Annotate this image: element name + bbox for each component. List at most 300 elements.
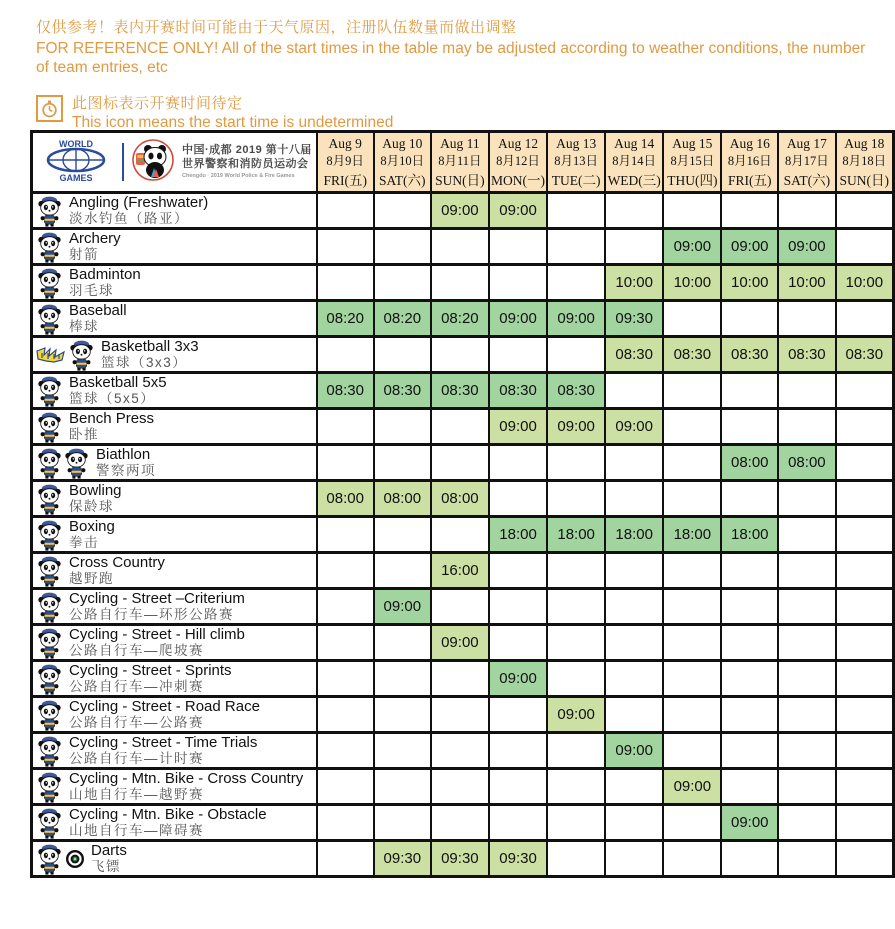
schedule-cell-aug-15: 09:00 (663, 229, 721, 265)
panda-mascot-icon (36, 590, 63, 623)
schedule-cell-aug-11: 16:00 (431, 553, 489, 589)
sport-row (32, 409, 894, 445)
schedule-cell-aug-9 (317, 697, 374, 733)
schedule-cell-aug-11: 09:00 (431, 625, 489, 661)
sport-name-zh: 卧推 (69, 427, 99, 443)
schedule-cell-aug-16 (721, 553, 778, 589)
schedule-cell-aug-16 (721, 373, 778, 409)
schedule-cell-aug-17 (778, 481, 835, 517)
sport-name-zh: 警察两项 (96, 463, 156, 479)
sport-row (32, 481, 894, 517)
wpfg-logo-word-bottom: GAMES (59, 172, 93, 183)
schedule-cell-aug-9 (317, 409, 374, 445)
panda-mascot-icon (36, 194, 63, 227)
schedule-cell-aug-14: 18:00 (605, 517, 663, 553)
schedule-cell-aug-9: 08:30 (317, 373, 374, 409)
schedule-cell-aug-14 (605, 589, 663, 625)
schedule-cell-aug-12: 09:00 (489, 661, 548, 697)
sport-name-cell (32, 697, 317, 733)
schedule-cell-aug-9 (317, 265, 374, 301)
schedule-cell-aug-12 (489, 769, 548, 805)
schedule-cell-aug-12: 09:30 (489, 841, 548, 877)
schedule-cell-aug-13 (547, 841, 605, 877)
schedule-cell-aug-9 (317, 553, 374, 589)
schedule-cell-aug-16 (721, 193, 778, 229)
undetermined-note-en: This icon means the start time is undetermined (72, 114, 394, 131)
schedule-cell-aug-14 (605, 445, 663, 481)
panda-mascot-icon (36, 230, 63, 263)
schedule-cell-aug-11 (431, 517, 489, 553)
schedule-cell-aug-13 (547, 481, 605, 517)
sport-name-en: Darts (91, 842, 127, 860)
schedule-cell-aug-9 (317, 589, 374, 625)
schedule-cell-aug-13: 09:00 (547, 697, 605, 733)
schedule-cell-aug-17: 10:00 (778, 265, 835, 301)
sport-name-cell (32, 553, 317, 589)
schedule-cell-aug-16 (721, 841, 778, 877)
panda-mascot-icon (63, 446, 90, 479)
schedule-cell-aug-16 (721, 625, 778, 661)
schedule-cell-aug-9 (317, 805, 374, 841)
schedule-cell-aug-14 (605, 769, 663, 805)
sport-row (32, 193, 894, 229)
schedule-cell-aug-10 (374, 193, 431, 229)
schedule-cell-aug-17 (778, 805, 835, 841)
sport-name-zh: 拳击 (69, 535, 99, 551)
schedule-cell-aug-15 (663, 481, 721, 517)
schedule-cell-aug-16: 08:00 (721, 445, 778, 481)
schedule-cell-aug-15: 18:00 (663, 517, 721, 553)
schedule-cell-aug-17 (778, 661, 835, 697)
schedule-table (30, 130, 895, 878)
schedule-cell-aug-14 (605, 625, 663, 661)
sport-name-en: Cycling - Mtn. Bike - Obstacle (69, 806, 267, 824)
sport-name-cell (32, 193, 317, 229)
sport-name-en: Basketball 5x5 (69, 374, 167, 392)
event-title-zh-line1: 中国·成都 2019 第十八届 (182, 144, 312, 157)
sport-name-cell (32, 265, 317, 301)
schedule-cell-aug-13: 09:00 (547, 409, 605, 445)
schedule-cell-aug-12: 18:00 (489, 517, 548, 553)
schedule-cell-aug-13 (547, 229, 605, 265)
date-header-aug-9: Aug 9 8月9日 FRI(五) (317, 132, 374, 193)
schedule-cell-aug-10 (374, 805, 431, 841)
schedule-cell-aug-11 (431, 265, 489, 301)
reference-note-en-line1: FOR REFERENCE ONLY! All of the start times in the table may be adjusted according to weather conditions, the number (36, 40, 866, 57)
schedule-cell-aug-11: 08:00 (431, 481, 489, 517)
schedule-cell-aug-11 (431, 445, 489, 481)
schedule-cell-aug-14 (605, 553, 663, 589)
sport-name-en: Biathlon (96, 446, 151, 464)
schedule-cell-aug-13 (547, 193, 605, 229)
schedule-cell-aug-17: 09:00 (778, 229, 835, 265)
sport-name-zh: 公路自行车—爬坡赛 (69, 643, 204, 659)
sport-name-zh: 公路自行车—公路赛 (69, 715, 204, 731)
sport-row (32, 661, 894, 697)
schedule-cell-aug-10 (374, 409, 431, 445)
schedule-cell-aug-12 (489, 733, 548, 769)
schedule-cell-aug-14 (605, 193, 663, 229)
schedule-cell-aug-12 (489, 625, 548, 661)
schedule-cell-aug-16 (721, 301, 778, 337)
schedule-cell-aug-14 (605, 373, 663, 409)
schedule-cell-aug-15 (663, 661, 721, 697)
schedule-cell-aug-18 (836, 625, 894, 661)
schedule-cell-aug-14 (605, 229, 663, 265)
schedule-cell-aug-9 (317, 517, 374, 553)
schedule-cell-aug-16 (721, 589, 778, 625)
sport-name-en: Bench Press (69, 410, 155, 428)
schedule-cell-aug-10 (374, 697, 431, 733)
schedule-cell-aug-15 (663, 553, 721, 589)
schedule-cell-aug-11 (431, 661, 489, 697)
schedule-cell-aug-15 (663, 625, 721, 661)
schedule-cell-aug-18 (836, 661, 894, 697)
schedule-cell-aug-12: 09:00 (489, 409, 548, 445)
dartboard-icon (65, 849, 85, 869)
schedule-cell-aug-14 (605, 661, 663, 697)
schedule-cell-aug-13 (547, 661, 605, 697)
schedule-cell-aug-9 (317, 733, 374, 769)
schedule-cell-aug-16: 10:00 (721, 265, 778, 301)
schedule-cell-aug-18 (836, 589, 894, 625)
schedule-cell-aug-17 (778, 553, 835, 589)
sport-name-zh: 棒球 (69, 319, 99, 335)
date-header-aug-16: Aug 16 8月16日 FRI(五) (721, 132, 778, 193)
schedule-cell-aug-10 (374, 337, 431, 373)
schedule-cell-aug-11 (431, 409, 489, 445)
schedule-cell-aug-16 (721, 481, 778, 517)
schedule-cell-aug-12 (489, 481, 548, 517)
schedule-cell-aug-14: 09:00 (605, 733, 663, 769)
sport-name-zh: 保龄球 (69, 499, 114, 515)
logo-divider (122, 143, 124, 181)
schedule-cell-aug-11: 08:30 (431, 373, 489, 409)
schedule-cell-aug-12: 09:00 (489, 301, 548, 337)
schedule-cell-aug-17 (778, 373, 835, 409)
schedule-cell-aug-17 (778, 841, 835, 877)
schedule-cell-aug-11 (431, 805, 489, 841)
schedule-cell-aug-10 (374, 625, 431, 661)
sport-name-zh: 公路自行车—环形公路赛 (69, 607, 234, 623)
schedule-cell-aug-18 (836, 193, 894, 229)
panda-mascot-icon (36, 770, 63, 803)
schedule-cell-aug-17 (778, 193, 835, 229)
schedule-cell-aug-18 (836, 301, 894, 337)
schedule-cell-aug-13 (547, 805, 605, 841)
schedule-cell-aug-18 (836, 769, 894, 805)
panda-mascot-icon (36, 446, 63, 479)
undetermined-note-zh: 此图标表示开赛时间待定 (72, 95, 243, 112)
schedule-cell-aug-11 (431, 733, 489, 769)
schedule-cell-aug-14 (605, 697, 663, 733)
schedule-cell-aug-15: 10:00 (663, 265, 721, 301)
sport-name-zh: 飞镖 (91, 859, 121, 875)
schedule-cell-aug-9 (317, 769, 374, 805)
schedule-cell-aug-15 (663, 373, 721, 409)
event-title-zh-line2: 世界警察和消防员运动会 (182, 158, 309, 171)
schedule-cell-aug-18 (836, 481, 894, 517)
panda-mascot-icon (36, 518, 63, 551)
sport-name-cell (32, 805, 317, 841)
schedule-cell-aug-10 (374, 553, 431, 589)
sport-row (32, 589, 894, 625)
schedule-cell-aug-16: 09:00 (721, 229, 778, 265)
sport-name-cell (32, 337, 317, 373)
sport-row (32, 337, 894, 373)
sport-name-en: Cycling - Street - Sprints (69, 662, 232, 680)
undetermined-time-note (36, 92, 393, 133)
schedule-cell-aug-12 (489, 445, 548, 481)
schedule-cell-aug-14 (605, 481, 663, 517)
schedule-cell-aug-10: 09:00 (374, 589, 431, 625)
sport-name-zh: 山地自行车—障碍赛 (69, 823, 204, 839)
panda-mascot-icon (36, 626, 63, 659)
schedule-cell-aug-16 (721, 769, 778, 805)
schedule-cell-aug-13 (547, 733, 605, 769)
schedule-cell-aug-13: 18:00 (547, 517, 605, 553)
schedule-cell-aug-10: 08:30 (374, 373, 431, 409)
schedule-cell-aug-12: 08:30 (489, 373, 548, 409)
panda-mascot-icon (36, 698, 63, 731)
schedule-cell-aug-16 (721, 661, 778, 697)
schedule-cell-aug-15 (663, 409, 721, 445)
schedule-cell-aug-18: 08:30 (836, 337, 894, 373)
panda-mascot-icon (36, 734, 63, 767)
schedule-cell-aug-9 (317, 841, 374, 877)
schedule-cell-aug-15 (663, 697, 721, 733)
sport-name-zh: 篮球（5x5） (69, 391, 156, 407)
schedule-cell-aug-14: 08:30 (605, 337, 663, 373)
event-title-en: Chengdu · 2019 World Police & Fire Games (182, 172, 295, 179)
schedule-cell-aug-17 (778, 409, 835, 445)
schedule-cell-aug-14 (605, 805, 663, 841)
date-header-aug-17: Aug 17 8月17日 SAT(六) (778, 132, 835, 193)
schedule-cell-aug-17: 08:00 (778, 445, 835, 481)
schedule-cell-aug-12 (489, 265, 548, 301)
schedule-cell-aug-12 (489, 553, 548, 589)
sport-name-cell (32, 409, 317, 445)
sport-name-zh: 射箭 (69, 247, 99, 263)
schedule-cell-aug-10 (374, 733, 431, 769)
sport-row (32, 373, 894, 409)
panda-mascot-icon (36, 374, 63, 407)
schedule-cell-aug-17 (778, 301, 835, 337)
schedule-cell-aug-12: 09:00 (489, 193, 548, 229)
sport-name-cell (32, 373, 317, 409)
schedule-cell-aug-10 (374, 229, 431, 265)
schedule-cell-aug-13 (547, 769, 605, 805)
logo-header-cell (32, 132, 317, 193)
schedule-cell-aug-17: 08:30 (778, 337, 835, 373)
sport-name-cell (32, 229, 317, 265)
schedule-cell-aug-11 (431, 229, 489, 265)
schedule-cell-aug-14: 09:00 (605, 409, 663, 445)
sport-name-en: Archery (69, 230, 121, 248)
sport-name-cell (32, 589, 317, 625)
date-header-aug-13: Aug 13 8月13日 TUE(二) (547, 132, 605, 193)
sport-row (32, 517, 894, 553)
schedule-cell-aug-15 (663, 445, 721, 481)
sport-name-en: Cycling - Mtn. Bike - Cross Country (69, 770, 304, 788)
schedule-cell-aug-18 (836, 517, 894, 553)
schedule-cell-aug-17 (778, 769, 835, 805)
chengdu-panda-emblem (131, 137, 175, 188)
schedule-cell-aug-18 (836, 373, 894, 409)
panda-mascot-icon (68, 338, 95, 371)
schedule-cell-aug-9: 08:20 (317, 301, 374, 337)
sport-row (32, 445, 894, 481)
schedule-cell-aug-9 (317, 337, 374, 373)
schedule-cell-aug-16 (721, 733, 778, 769)
panda-mascot-icon (36, 302, 63, 335)
schedule-cell-aug-10: 09:30 (374, 841, 431, 877)
schedule-cell-aug-9 (317, 625, 374, 661)
schedule-cell-aug-15: 08:30 (663, 337, 721, 373)
schedule-cell-aug-12 (489, 229, 548, 265)
wpfg-globe-logo (37, 137, 115, 188)
sport-row (32, 553, 894, 589)
sport-name-cell (32, 625, 317, 661)
sport-name-en: Baseball (69, 302, 127, 320)
panda-mascot-icon (36, 482, 63, 515)
schedule-cell-aug-18 (836, 409, 894, 445)
schedule-cell-aug-13 (547, 337, 605, 373)
schedule-cell-aug-11 (431, 337, 489, 373)
schedule-cell-aug-18 (836, 697, 894, 733)
schedule-cell-aug-17 (778, 697, 835, 733)
schedule-cell-aug-13: 09:00 (547, 301, 605, 337)
sport-row (32, 229, 894, 265)
sport-name-en: Cycling - Street –Criterium (69, 590, 245, 608)
sport-name-cell (32, 769, 317, 805)
schedule-cell-aug-10: 08:00 (374, 481, 431, 517)
schedule-cell-aug-17 (778, 517, 835, 553)
schedule-cell-aug-12 (489, 697, 548, 733)
date-header-aug-11: Aug 11 8月11日 SUN(日) (431, 132, 489, 193)
sport-name-zh: 公路自行车—冲刺赛 (69, 679, 204, 695)
reference-note (36, 16, 876, 77)
date-header-row (32, 132, 894, 193)
schedule-cell-aug-16 (721, 409, 778, 445)
reference-note-en-line2: of team entries, etc (36, 58, 168, 76)
panda-mascot-icon (36, 554, 63, 587)
sport-name-zh: 羽毛球 (69, 283, 114, 299)
schedule-cell-aug-10 (374, 769, 431, 805)
schedule-cell-aug-16 (721, 697, 778, 733)
sport-name-en: Cycling - Street - Time Trials (69, 734, 258, 752)
sport-name-en: Cross Country (69, 554, 165, 572)
schedule-cell-aug-10 (374, 517, 431, 553)
schedule-cell-aug-10 (374, 661, 431, 697)
schedule-cell-aug-14: 09:30 (605, 301, 663, 337)
schedule-cell-aug-15 (663, 589, 721, 625)
sport-row (32, 769, 894, 805)
schedule-cell-aug-18 (836, 553, 894, 589)
sport-name-cell (32, 661, 317, 697)
panda-mascot-icon (36, 410, 63, 443)
schedule-cell-aug-10: 08:20 (374, 301, 431, 337)
schedule-cell-aug-12 (489, 805, 548, 841)
sport-name-en: Cycling - Street - Road Race (69, 698, 260, 716)
sport-row (32, 841, 894, 877)
sport-name-en: Angling (Freshwater) (69, 194, 209, 212)
sport-name-zh: 越野跑 (69, 571, 114, 587)
panda-mascot-icon (36, 842, 63, 875)
schedule-cell-aug-12 (489, 337, 548, 373)
schedule-cell-aug-14 (605, 841, 663, 877)
sport-name-en: Cycling - Street - Hill climb (69, 626, 245, 644)
streetball-graffiti-icon (36, 346, 66, 364)
schedule-cell-aug-18: 10:00 (836, 265, 894, 301)
schedule-cell-aug-13 (547, 553, 605, 589)
sport-name-cell (32, 301, 317, 337)
schedule-cell-aug-18 (836, 841, 894, 877)
sport-row (32, 301, 894, 337)
schedule-cell-aug-16: 08:30 (721, 337, 778, 373)
schedule-cell-aug-15 (663, 301, 721, 337)
schedule-cell-aug-11 (431, 769, 489, 805)
schedule-cell-aug-15 (663, 805, 721, 841)
sport-name-cell (32, 517, 317, 553)
schedule-cell-aug-15 (663, 841, 721, 877)
schedule-cell-aug-10 (374, 445, 431, 481)
sport-name-cell (32, 733, 317, 769)
sport-name-zh: 淡水钓鱼（路亚） (69, 211, 189, 227)
schedule-cell-aug-17 (778, 625, 835, 661)
schedule-cell-aug-17 (778, 589, 835, 625)
schedule-cell-aug-11 (431, 589, 489, 625)
schedule-cell-aug-17 (778, 733, 835, 769)
schedule-cell-aug-11 (431, 697, 489, 733)
schedule-cell-aug-18 (836, 805, 894, 841)
date-header-aug-10: Aug 10 8月10日 SAT(六) (374, 132, 431, 193)
sport-row (32, 697, 894, 733)
date-header-aug-14: Aug 14 8月14日 WED(三) (605, 132, 663, 193)
stopwatch-icon (36, 95, 63, 122)
sport-name-zh: 篮球（3x3） (101, 355, 188, 371)
schedule-cell-aug-9 (317, 445, 374, 481)
schedule-cell-aug-13 (547, 625, 605, 661)
date-header-aug-12: Aug 12 8月12日 MON(一) (489, 132, 548, 193)
panda-mascot-icon (36, 266, 63, 299)
sport-name-zh: 山地自行车—越野赛 (69, 787, 204, 803)
schedule-cell-aug-13: 08:30 (547, 373, 605, 409)
schedule-cell-aug-15 (663, 193, 721, 229)
schedule-cell-aug-11: 08:20 (431, 301, 489, 337)
schedule-cell-aug-11: 09:30 (431, 841, 489, 877)
reference-note-zh: 仅供参考！表内开赛时间可能由于天气原因，注册队伍数量而做出调整 (36, 19, 517, 36)
schedule-cell-aug-9: 08:00 (317, 481, 374, 517)
wpfg-logo-word-top: WORLD (59, 138, 93, 149)
schedule-cell-aug-9 (317, 229, 374, 265)
schedule-cell-aug-13 (547, 265, 605, 301)
schedule-cell-aug-15 (663, 733, 721, 769)
sport-name-en: Badminton (69, 266, 141, 284)
schedule-cell-aug-16: 09:00 (721, 805, 778, 841)
sport-name-cell (32, 481, 317, 517)
schedule-cell-aug-11: 09:00 (431, 193, 489, 229)
sport-row (32, 805, 894, 841)
schedule-cell-aug-18 (836, 445, 894, 481)
sport-name-cell (32, 445, 317, 481)
schedule-cell-aug-18 (836, 229, 894, 265)
date-header-aug-18: Aug 18 8月18日 SUN(日) (836, 132, 894, 193)
sport-name-en: Basketball 3x3 (101, 338, 199, 356)
schedule-cell-aug-9 (317, 193, 374, 229)
sport-name-en: Boxing (69, 518, 115, 536)
schedule-cell-aug-16: 18:00 (721, 517, 778, 553)
